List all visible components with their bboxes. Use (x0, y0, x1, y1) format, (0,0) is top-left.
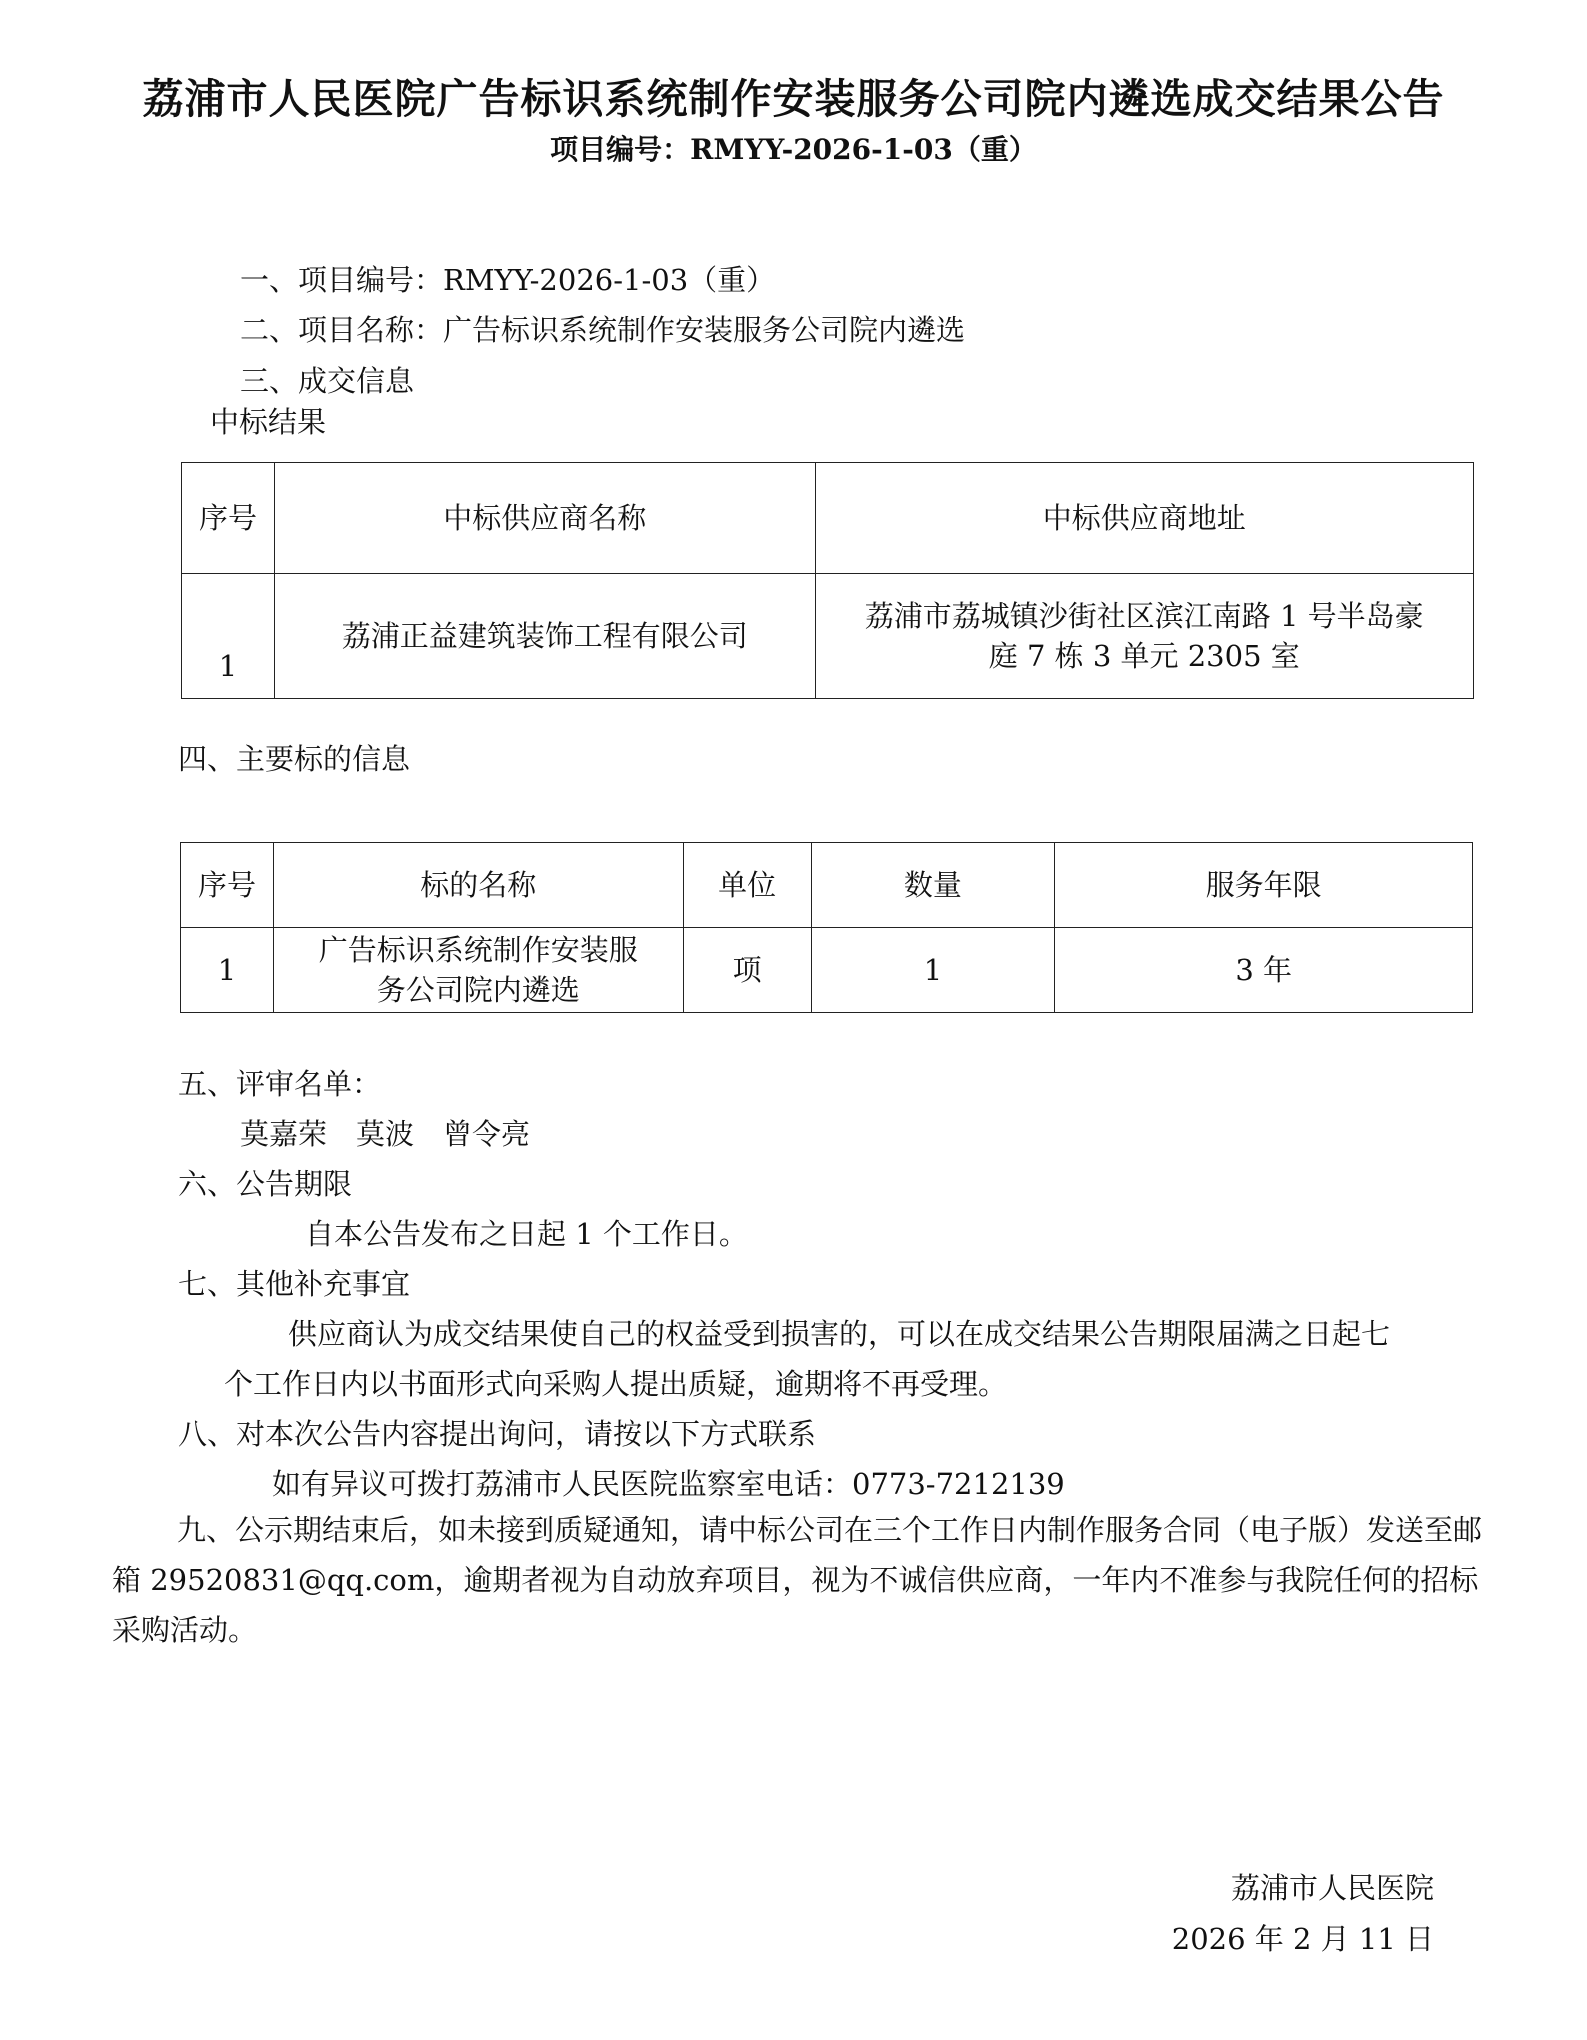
table-row (181, 928, 1473, 1013)
section-review-list: 五、评审名单： (178, 1067, 382, 1101)
other-matters-line-1: 供应商认为成交结果使自己的权益受到损害的，可以在成交结果公告期限届满之日起七 (288, 1317, 1391, 1351)
table-row (182, 574, 1474, 699)
table-cell-seq: 1 (182, 574, 275, 699)
signature-organization: 荔浦市人民医院 (1230, 1871, 1434, 1905)
address-line-1: 荔浦市荔城镇沙街社区滨江南路 1 号半岛豪 (864, 599, 1424, 633)
other-matters-line-2: 个工作日内以书面形式向采购人提出质疑，逾期将不再受理。 (224, 1367, 1008, 1401)
section-notice-period: 六、公告期限 (178, 1167, 353, 1201)
page-subtitle: 项目编号：RMYY-2026-1-03（重） (550, 133, 1037, 166)
section-inquiry: 八、对本次公告内容提出询问，请按以下方式联系 (178, 1417, 817, 1451)
items-table (180, 842, 1473, 1013)
table-header-cell: 单位 (683, 843, 811, 928)
section-other-matters: 七、其他补充事宜 (178, 1267, 411, 1301)
address-line-2: 庭 7 栋 3 单元 2305 室 (988, 639, 1300, 673)
section-winner-result-label: 中标结果 (210, 405, 327, 439)
item-name-line-2: 务公司院内遴选 (376, 973, 580, 1007)
signature-date: 2026 年 2 月 11 日 (1171, 1922, 1434, 1956)
review-members: 莫嘉荣 莫波 曾令亮 (240, 1117, 531, 1151)
winner-table (181, 462, 1474, 699)
table-cell-item-name (273, 928, 683, 1013)
table-header-cell: 中标供应商地址 (815, 463, 1474, 574)
section-contract-requirement: 九、公示期结束后，如未接到质疑通知，请中标公司在三个工作日内制作服务合同（电子版）发送至邮箱 29520831@qq.com，逾期者视为自动放弃项目，视为不诚信供应商，一年内不准参与我院任何的招标采购活动。 (112, 1513, 1483, 1647)
table-cell-service-years: 3 年 (1055, 928, 1473, 1013)
table-header-row (182, 463, 1474, 574)
inquiry-contact: 如有异议可拨打荔浦市人民医院监察室电话：0773-7212139 (272, 1467, 1065, 1501)
table-cell-unit: 项 (683, 928, 811, 1013)
section-deal-info: 三、成交信息 (240, 364, 415, 398)
table-header-cell: 中标供应商名称 (274, 463, 815, 574)
section-project-name: 二、项目名称：广告标识系统制作安装服务公司院内遴选 (240, 313, 966, 347)
table-header-cell: 标的名称 (273, 843, 683, 928)
table-header-cell: 服务年限 (1055, 843, 1473, 928)
table-cell-seq: 1 (181, 928, 274, 1013)
table-cell-quantity: 1 (811, 928, 1055, 1013)
table-cell-supplier-name: 荔浦正益建筑装饰工程有限公司 (274, 574, 815, 699)
notice-period-body: 自本公告发布之日起 1 个工作日。 (305, 1217, 748, 1251)
section-project-number: 一、项目编号：RMYY-2026-1-03（重） (240, 263, 776, 297)
page-title: 荔浦市人民医院广告标识系统制作安装服务公司院内遴选成交结果公告 (142, 75, 1445, 123)
table-header-cell: 序号 (181, 843, 274, 928)
table-header-cell: 序号 (182, 463, 275, 574)
table-header-row (181, 843, 1473, 928)
item-name-line-1: 广告标识系统制作安装服 (318, 933, 638, 967)
section-items-info: 四、主要标的信息 (178, 742, 411, 776)
table-cell-supplier-address (815, 574, 1474, 699)
table-header-cell: 数量 (811, 843, 1055, 928)
